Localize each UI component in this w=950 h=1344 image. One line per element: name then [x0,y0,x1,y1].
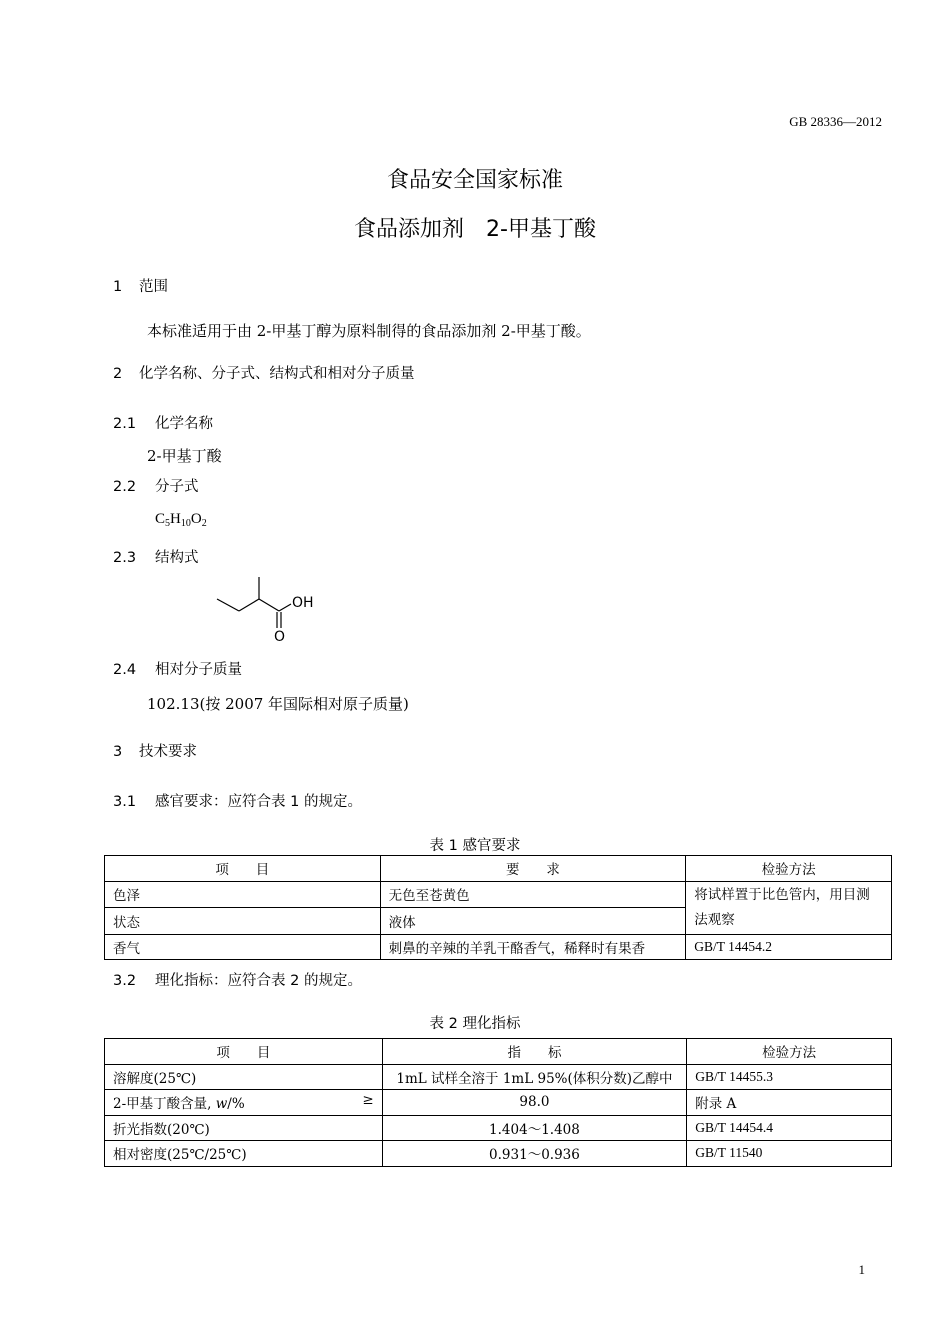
section-3-1-heading [113,790,362,811]
physicochemical-table [104,1038,892,1167]
header-cell: 检验方法 [686,856,892,882]
table-2-caption: 表 2 理化指标 [429,1016,521,1032]
table-row [105,934,892,960]
section-3-heading [113,740,197,761]
header-cell: 指 标 [382,1039,687,1065]
section-number: 2.2 [113,479,137,495]
section-title: 相对分子质量 [155,662,242,678]
section-number: 2.3 [113,550,137,566]
table-header-row [105,1039,892,1065]
method-cell: GB/T 14455.3 [687,1064,892,1090]
table-row [105,881,892,908]
table-row [105,1064,892,1090]
document-subtitle: 食品添加剂 2-甲基丁酸 [354,217,596,242]
section-number: 3.1 [113,794,137,810]
standard-code: GB 28336—2012 [789,114,882,129]
table-1-caption: 表 1 感官要求 [429,838,521,854]
section-number: 3.2 [113,973,137,989]
requirement-cell: 刺鼻的辛辣的羊乳干酪香气，稀释时有果香 [380,934,686,960]
item-cell: 状态 [105,908,381,935]
header-cell: 要 求 [380,856,686,882]
method-cell: 将试样置于比色管内，用目测法观察 [686,881,892,934]
value-cell: 1mL 试样全溶于 1mL 95%(体积分数)乙醇中 [382,1064,687,1090]
section-title: 分子式 [155,479,199,495]
section-title: 理化指标：应符合表 2 的规定。 [155,973,362,989]
section-2-3-heading [113,546,199,567]
header-cell: 项 目 [105,856,381,882]
requirement-cell: 无色至苍黄色 [380,881,686,908]
section-2-1-heading [113,412,213,433]
table-row [105,1115,892,1141]
oxygen-label: O [274,629,286,645]
molecular-weight: 102.13(按 2007 年国际相对原子质量) [147,695,409,713]
section-1-heading [113,275,168,296]
header-cell: 项 目 [105,1039,383,1065]
section-number: 2.1 [113,416,137,432]
table-row [105,1090,892,1116]
section-title: 技术要求 [139,744,197,760]
item-cell: 2-甲基丁酸含量, w/% ≥ [105,1090,383,1116]
item-cell: 色泽 [105,881,381,908]
method-cell: GB/T 14454.2 [686,934,892,960]
document-title: 食品安全国家标准 [386,168,563,193]
structural-formula [200,570,330,650]
geq-symbol: ≥ [362,1092,374,1109]
section-title: 感官要求：应符合表 1 的规定。 [155,794,362,810]
section-1-text: 本标准适用于由 2-甲基丁醇为原料制得的食品添加剂 2-甲基丁酸。 [147,322,591,340]
requirement-cell: 液体 [380,908,686,935]
method-cell: GB/T 14454.4 [687,1115,892,1141]
header-cell: 检验方法 [687,1039,892,1065]
section-title: 范围 [139,279,168,295]
value-cell: 0.931～0.936 [382,1141,687,1167]
section-title: 化学名称 [155,416,213,432]
hydroxyl-label: OH [292,595,314,611]
section-3-2-heading [113,969,362,990]
value-cell: 98.0 [382,1090,687,1116]
section-2-heading [113,362,415,383]
section-number: 3 [113,744,123,760]
item-cell: 相对密度(25℃/25℃) [105,1141,383,1167]
section-number: 2 [113,366,123,382]
chemical-name: 2-甲基丁酸 [147,447,222,465]
method-cell: 附录 A [687,1090,892,1116]
value-cell: 1.404～1.408 [382,1115,687,1141]
page-number: 1 [858,1262,865,1277]
section-2-2-heading [113,475,199,496]
section-2-4-heading [113,658,242,679]
item-cell: 溶解度(25℃) [105,1064,383,1090]
section-title: 化学名称、分子式、结构式和相对分子质量 [139,366,415,382]
item-cell: 折光指数(20℃) [105,1115,383,1141]
method-cell: GB/T 11540 [687,1141,892,1167]
table-row [105,1141,892,1167]
molecular-formula: $C_5H_{10}O_2$ [155,511,207,529]
section-title: 结构式 [155,550,199,566]
sensory-requirements-table [104,855,892,960]
item-cell: 香气 [105,934,381,960]
section-number: 2.4 [113,662,137,678]
section-number: 1 [113,279,123,295]
table-header-row [105,856,892,882]
